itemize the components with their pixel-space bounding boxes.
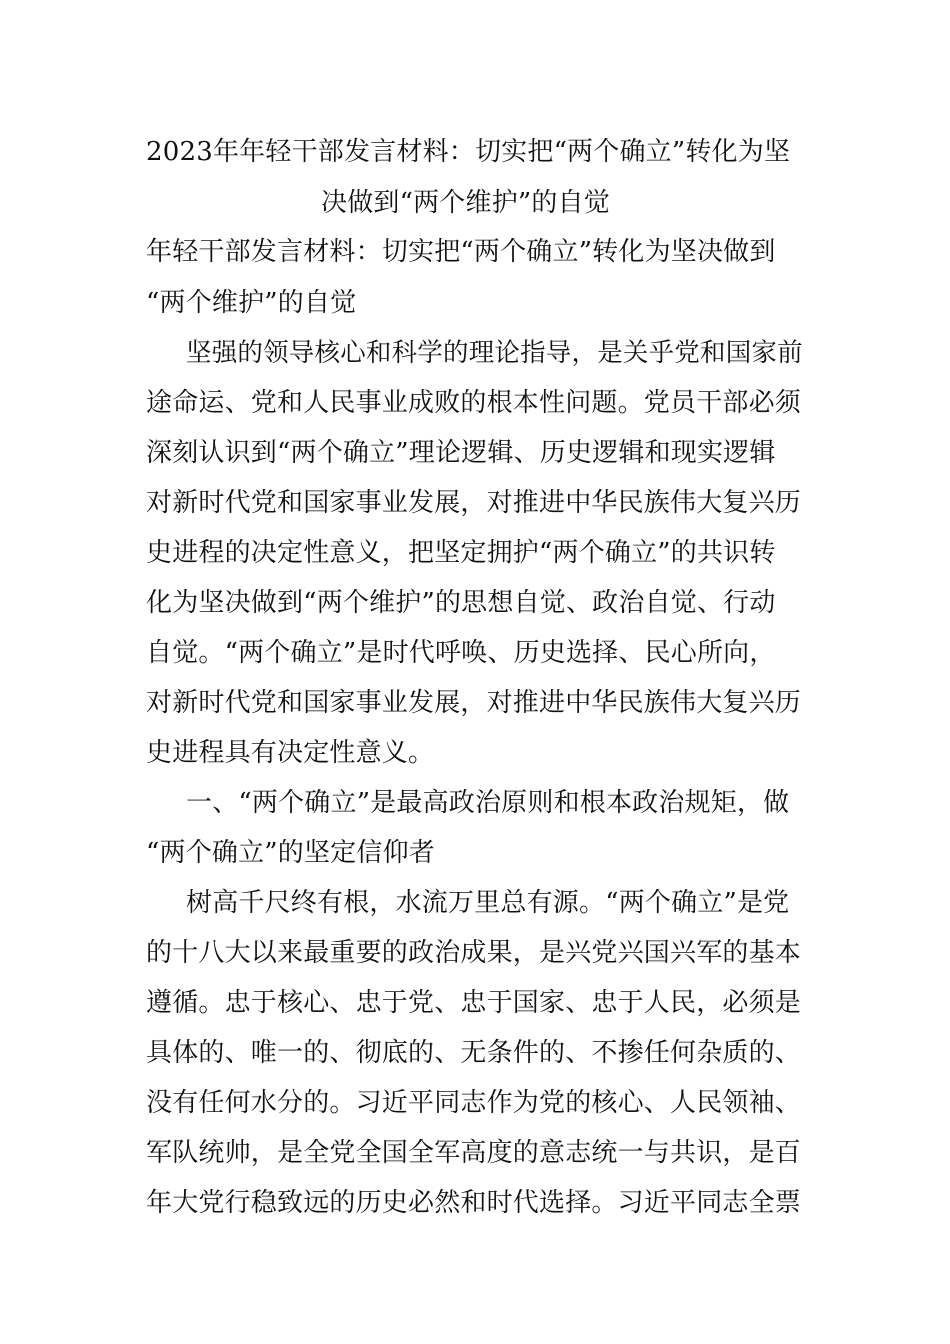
body-line: 年大党行稳致远的历史必然和时代选择。习近平同志全票 (146, 1188, 802, 1218)
body-line: 深刻认识到“两个确立”理论逻辑、历史逻辑和现实逻辑 (146, 438, 776, 468)
body-line: 途命运、党和人民事业成败的根本性问题。党员干部必须 (146, 388, 802, 418)
subtitle-line: 年轻干部发言材料：切实把“两个确立”转化为坚决做到 (146, 237, 776, 267)
title-line: 决做到“两个维护”的自觉 (321, 188, 610, 218)
body-line: 军队统帅，是全党全国全军高度的意志统一与共识，是百 (146, 1138, 802, 1168)
body-line: 对新时代党和国家事业发展，对推进中华民族伟大复兴历 (146, 488, 802, 518)
body-line: 化为坚决做到“两个维护”的思想自觉、政治自觉、行动 (146, 588, 776, 618)
subtitle-line: “两个维护”的自觉 (146, 288, 357, 318)
title-line: 2023年年轻干部发言材料：切实把“两个确立”转化为坚 (146, 137, 791, 167)
body-line: 遵循。忠于核心、忠于党、忠于国家、忠于人民，必须是 (146, 988, 802, 1018)
body-line: 自觉。“两个确立”是时代呼唤、历史选择、民心所向， (146, 638, 776, 668)
section-heading: “两个确立”的坚定信仰者 (146, 838, 435, 868)
body-line: 没有任何水分的。习近平同志作为党的核心、人民领袖、 (146, 1088, 802, 1118)
body-line: 史进程具有决定性意义。 (146, 738, 435, 768)
body-line: 坚强的领导核心和科学的理论指导，是关乎党和国家前 (186, 338, 803, 368)
body-line: 对新时代党和国家事业发展，对推进中华民族伟大复兴历 (146, 688, 802, 718)
body-line: 具体的、唯一的、彻底的、无条件的、不掺任何杂质的、 (146, 1038, 802, 1068)
body-line: 的十八大以来最重要的政治成果，是兴党兴国兴军的基本 (146, 938, 802, 968)
section-heading: 一、“两个确立”是最高政治原则和根本政治规矩，做 (186, 788, 790, 818)
body-line: 史进程的决定性意义，把坚定拥护“两个确立”的共识转 (146, 538, 776, 568)
body-line: 树高千尺终有根，水流万里总有源。“两个确立”是党 (186, 888, 790, 918)
